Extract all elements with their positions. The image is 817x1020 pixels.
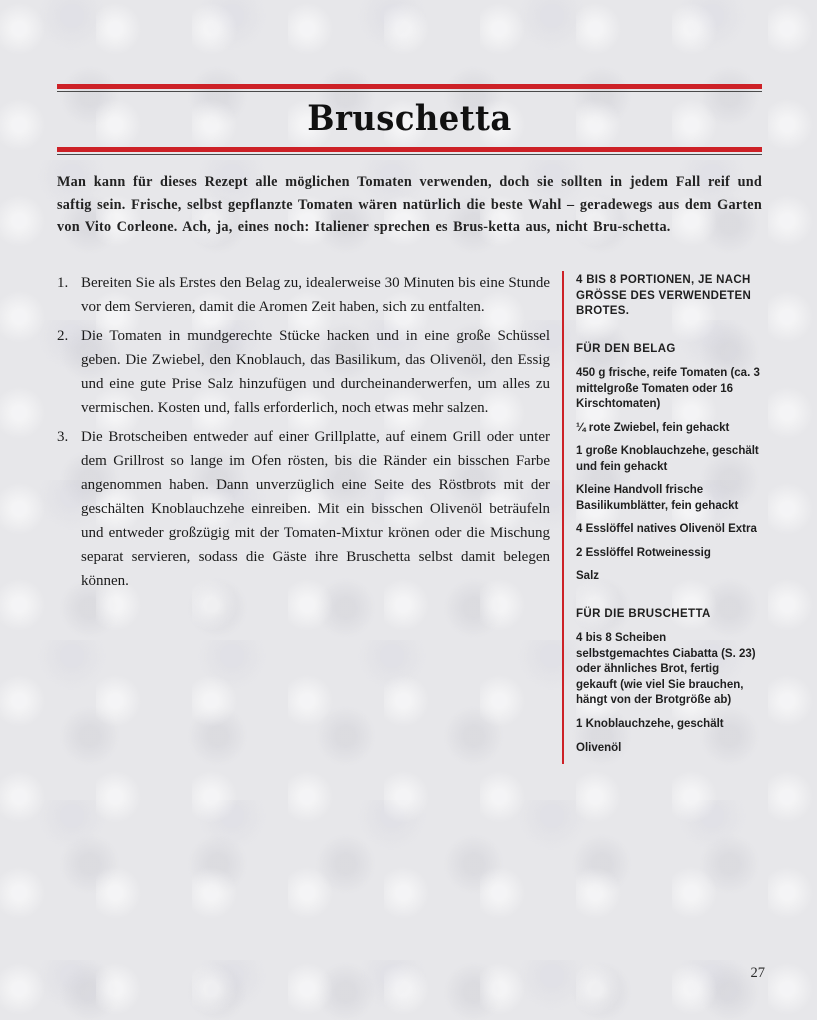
- intro-paragraph: Man kann für dieses Rezept alle möglichen Tomaten verwenden, doch sie sollten in jedem Fall reif und saftig sein. Frische, selbst gepflanzte Tomaten wären natürlich die beste Wahl – geradewegs aus dem Garten von Vito Corleone. Ach, ja, eines noch: Italiener sprechen es Brus-ketta aus, nicht Bru-schetta.: [57, 174, 762, 236]
- step-number: 2.: [57, 328, 69, 345]
- step-text: Die Tomaten in mundgerechte Stücke hacken und in eine große Schüssel geben. Die Zwiebel, den Knoblauch, das Basilikum, das Olivenöl, den Essig und eine gute Prise Salz hinzufügen und durcheinanderwerfen, um alles zu vermischen. Kosten und, falls erforderlich, noch etwas mehr salzen.: [81, 328, 550, 417]
- ingredient-item: 4 Esslöffel natives Olivenöl Extra: [576, 523, 757, 536]
- top-rule-red-bar: [57, 84, 762, 89]
- instructions-list: [57, 271, 550, 598]
- section-heading-bruschetta: FÜR DIE BRUSCHETTA: [576, 607, 711, 620]
- ingredient-item: 4 bis 8 Scheiben selbstgemachtes Ciabatta (S. 23) oder ähnliches Brot, fertig gekauft (wie viel Sie brauchen, hängt von der Brotgröße ab): [576, 632, 756, 707]
- title-bottom-rule-thin-bar: [57, 154, 762, 155]
- ingredient-item: Salz: [576, 570, 600, 583]
- ingredient-item: 1 große Knoblauchzehe, geschält und fein gehackt: [576, 445, 759, 473]
- top-rule: [57, 84, 762, 92]
- title-bottom-rule-red-bar: [57, 147, 762, 152]
- instruction-step: [57, 425, 550, 593]
- ingredient-item: 2 Esslöffel Rotweinessig: [576, 546, 711, 559]
- ingredient-item: 450 g frische, reife Tomaten (ca. 3 mittelgroße Tomaten oder 16 Kirschtomaten): [576, 367, 760, 411]
- instruction-step: [57, 271, 550, 319]
- recipe-columns: [57, 271, 762, 764]
- top-rule-thin-bar: [57, 91, 762, 92]
- page-content: [57, 84, 762, 764]
- step-number: 3.: [57, 429, 69, 446]
- ingredients-sidebar: [562, 271, 762, 764]
- ingredient-item: 1 Knoblauchzehe, geschält: [576, 717, 724, 730]
- ingredient-item: ¼ rote Zwiebel, fein gehackt: [576, 421, 730, 434]
- step-number: 1.: [57, 275, 69, 292]
- page-title: Bruschetta: [307, 98, 512, 139]
- ingredient-item: Kleine Handvoll frische Basilikumblätter, fein gehackt: [576, 484, 739, 512]
- section-heading-belag: FÜR DEN BELAG: [576, 342, 676, 355]
- portions-note: 4 BIS 8 PORTIONEN, JE NACH GRÖSSE DES VERWENDETEN BROTES.: [576, 274, 752, 318]
- title-bottom-rule: [57, 147, 762, 155]
- instruction-step: [57, 324, 550, 420]
- page-number: 27: [750, 965, 765, 981]
- ingredient-item: Olivenöl: [576, 741, 622, 754]
- step-text: Die Brotscheiben entweder auf einer Grillplatte, auf einem Grill oder unter dem Grillrost so lange im Ofen rösten, bis die Ränder ein bisschen Farbe angenommen haben. Dann unverzüglich eine Seite des Röstbrots mit der geschälten Knoblauchzehe einreiben. Mit ein bisschen Olivenöl beträufeln und entweder großzügig mit der Tomaten-Mixtur krönen oder die Mischung separat servieren, sodass die Gäste ihre Bruschetta selbst damit belegen können.: [81, 429, 550, 590]
- step-text: Bereiten Sie als Erstes den Belag zu, idealerweise 30 Minuten bis eine Stunde vor dem Servieren, damit die Aromen Zeit haben, sich zu entfalten.: [81, 275, 550, 316]
